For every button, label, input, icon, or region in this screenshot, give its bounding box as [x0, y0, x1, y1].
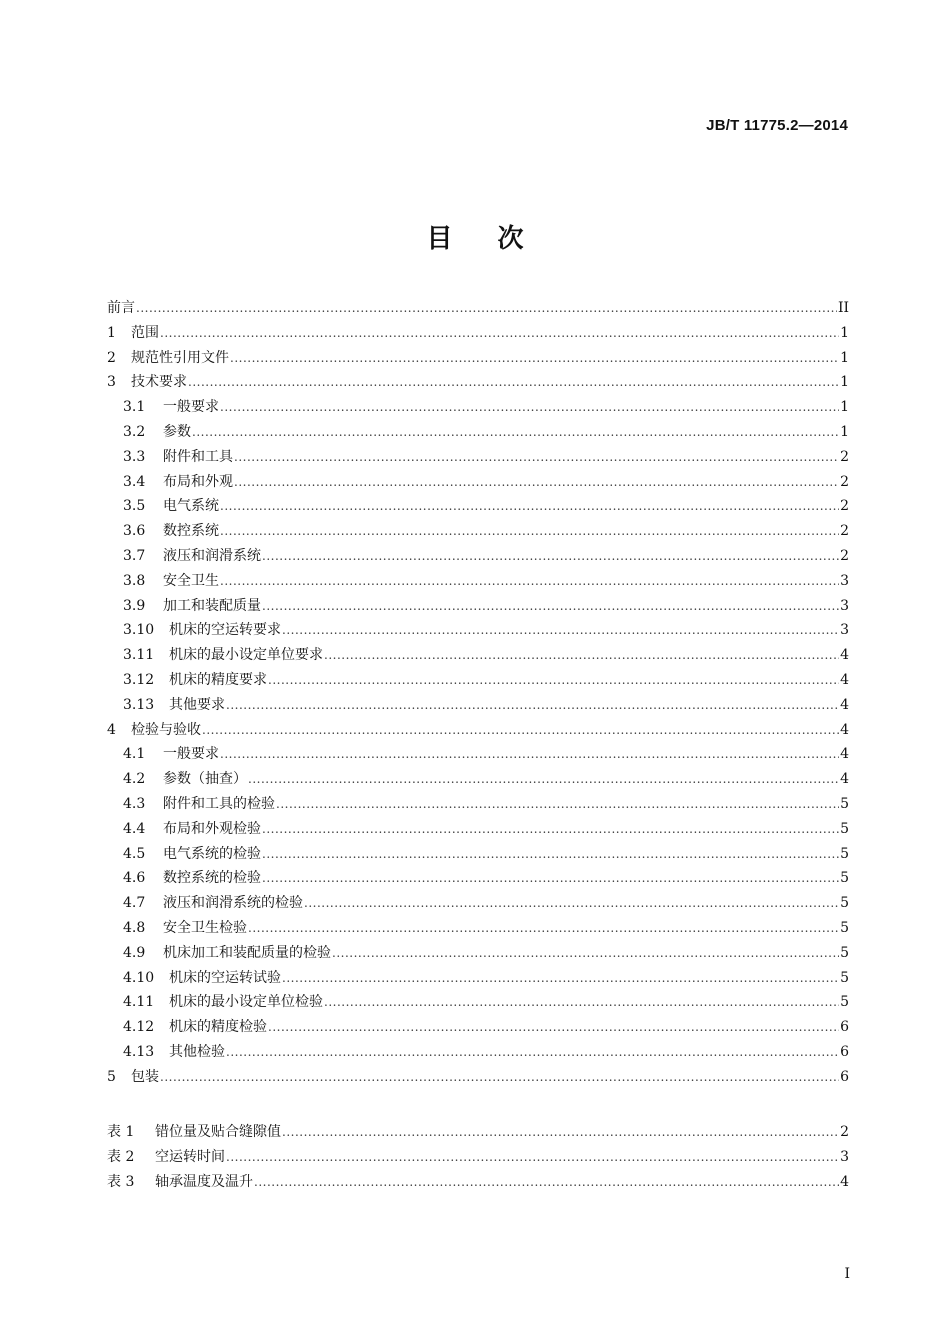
- entry-number: 4.4: [123, 820, 146, 837]
- entry-label: 错位量及贴合缝隙值: [155, 1124, 281, 1140]
- entry-number: 3.2: [123, 423, 146, 440]
- dot-leader: [262, 544, 839, 569]
- entry-page: 5: [840, 944, 849, 961]
- toc-entry[interactable]: [107, 916, 849, 941]
- dot-leader: [282, 966, 839, 991]
- dot-leader: [160, 321, 839, 346]
- dot-leader: [254, 1170, 839, 1195]
- entry-label: 一般要求: [163, 399, 219, 416]
- entry-label: 附件和工具的检验: [163, 795, 275, 812]
- entry-number: 3: [107, 374, 116, 391]
- entry-label: 机床的空运转要求: [169, 622, 281, 639]
- toc-entry[interactable]: [107, 594, 849, 619]
- toc-entry[interactable]: [107, 1040, 849, 1065]
- dot-leader: [268, 668, 839, 693]
- entry-number: 4.12: [123, 1019, 155, 1036]
- toc-entry[interactable]: [107, 767, 849, 792]
- dot-leader: [248, 767, 839, 792]
- dot-leader: [324, 643, 839, 668]
- entry-label: 安全卫生: [163, 572, 219, 589]
- entry-label: 机床的空运转试验: [169, 969, 281, 986]
- entry-page: 4: [840, 746, 849, 763]
- table-list: [107, 1120, 849, 1194]
- entry-page: 6: [840, 1068, 849, 1085]
- entry-number: 4.7: [123, 895, 146, 912]
- toc-entry[interactable]: [107, 470, 849, 495]
- entry-label: 数控系统: [163, 523, 219, 540]
- entry-number: 3.5: [123, 498, 146, 515]
- entry-number: 3.11: [123, 647, 155, 664]
- toc-entry[interactable]: [107, 990, 849, 1015]
- table-entry[interactable]: [107, 1145, 849, 1170]
- entry-page: 5: [840, 845, 849, 862]
- entry-page: 5: [840, 895, 849, 912]
- toc-entry[interactable]: [107, 966, 849, 991]
- entry-label: 布局和外观检验: [163, 820, 261, 837]
- entry-label: 范围: [131, 324, 159, 341]
- entry-page: 4: [840, 771, 849, 788]
- entry-label: 附件和工具: [163, 448, 233, 465]
- entry-number: 3.10: [123, 622, 155, 639]
- toc-list: [107, 296, 849, 1090]
- dot-leader: [234, 445, 839, 470]
- toc-entry[interactable]: [107, 792, 849, 817]
- toc-entry[interactable]: [107, 941, 849, 966]
- dot-leader: [262, 594, 839, 619]
- entry-page: 5: [840, 969, 849, 986]
- entry-page: 2: [840, 473, 849, 490]
- entry-page: 1: [840, 349, 849, 366]
- entry-number: 表 3: [107, 1173, 135, 1190]
- dot-leader: [332, 941, 839, 966]
- entry-page: 5: [840, 795, 849, 812]
- entry-number: 3.13: [123, 696, 155, 713]
- toc-entry[interactable]: [107, 569, 849, 594]
- entry-number: 表 2: [107, 1148, 135, 1165]
- dot-leader: [268, 1015, 839, 1040]
- entry-label: 布局和外观: [163, 473, 233, 490]
- dot-leader: [188, 370, 839, 395]
- dot-leader: [230, 346, 839, 371]
- toc-entry[interactable]: [107, 1015, 849, 1040]
- dot-leader: [262, 817, 839, 842]
- entry-label: 检验与验收: [131, 721, 201, 738]
- dot-leader: [192, 420, 839, 445]
- toc-entry[interactable]: [107, 494, 849, 519]
- entry-label: 数控系统的检验: [163, 870, 261, 887]
- entry-label: 机床加工和装配质量的检验: [163, 944, 331, 961]
- entry-page: 2: [840, 498, 849, 515]
- toc-entry[interactable]: [107, 842, 849, 867]
- entry-page: 2: [840, 547, 849, 564]
- toc-entry[interactable]: [107, 817, 849, 842]
- dot-leader: [304, 891, 839, 916]
- entry-page: 5: [840, 870, 849, 887]
- dot-leader: [220, 395, 839, 420]
- entry-number: 3.9: [123, 597, 146, 614]
- entry-page: 1: [840, 374, 849, 391]
- entry-label: 其他要求: [169, 696, 225, 713]
- entry-label: 液压和润滑系统的检验: [163, 895, 303, 912]
- entry-number: 3.6: [123, 523, 146, 540]
- entry-label: 液压和润滑系统: [163, 547, 261, 564]
- entry-label: 技术要求: [131, 374, 187, 391]
- table-entry[interactable]: [107, 1170, 849, 1195]
- entry-page: 2: [840, 523, 849, 540]
- toc-entry[interactable]: [107, 643, 849, 668]
- entry-page: 3: [840, 1148, 849, 1165]
- entry-number: 3.3: [123, 448, 146, 465]
- dot-leader: [220, 494, 839, 519]
- toc-entry[interactable]: [107, 519, 849, 544]
- entry-number: 4.8: [123, 919, 146, 936]
- dot-leader: [220, 569, 839, 594]
- entry-number: 5: [107, 1068, 116, 1085]
- entry-page: 2: [840, 448, 849, 465]
- toc-entry[interactable]: [107, 296, 849, 321]
- entry-label: 机床的最小设定单位检验: [169, 994, 323, 1011]
- entry-label: 轴承温度及温升: [155, 1173, 253, 1190]
- toc-entry[interactable]: [107, 618, 849, 643]
- dot-leader: [282, 618, 839, 643]
- entry-label: 参数（抽查）: [163, 771, 247, 788]
- table-entry[interactable]: [107, 1120, 849, 1145]
- toc-entry[interactable]: [107, 321, 849, 346]
- toc-entry[interactable]: [107, 891, 849, 916]
- entry-label: 一般要求: [163, 746, 219, 763]
- dot-leader: [262, 866, 839, 891]
- toc-entry[interactable]: [107, 693, 849, 718]
- dot-leader: [136, 296, 837, 321]
- toc-entry[interactable]: [107, 420, 849, 445]
- dot-leader: [234, 470, 839, 495]
- entry-page: 3: [840, 572, 849, 589]
- entry-number: 表 1: [107, 1124, 135, 1140]
- entry-page: II: [837, 300, 849, 316]
- toc-entry[interactable]: [107, 866, 849, 891]
- entry-page: 2: [840, 1124, 849, 1140]
- entry-number: 4.9: [123, 944, 146, 961]
- entry-page: 6: [840, 1019, 849, 1036]
- entry-page: 4: [840, 671, 849, 688]
- entry-page: 5: [840, 820, 849, 837]
- entry-page: 3: [840, 597, 849, 614]
- entry-label: 机床的精度要求: [169, 671, 267, 688]
- toc-entry[interactable]: [107, 1065, 849, 1090]
- entry-label: 参数: [163, 423, 191, 440]
- entry-label: 机床的最小设定单位要求: [169, 647, 323, 664]
- entry-number: 4.10: [123, 969, 155, 986]
- entry-number: 4.11: [123, 994, 155, 1011]
- entry-number: 3.1: [123, 399, 146, 416]
- entry-label: 机床的精度检验: [169, 1019, 267, 1036]
- entry-number: 4.5: [123, 845, 146, 862]
- dot-leader: [226, 1040, 839, 1065]
- entry-number: 4.3: [123, 795, 146, 812]
- entry-number: 3.12: [123, 671, 155, 688]
- entry-label: 空运转时间: [155, 1148, 225, 1165]
- toc-entry[interactable]: [107, 395, 849, 420]
- entry-label: 规范性引用文件: [131, 349, 229, 366]
- entry-number: 4.6: [123, 870, 146, 887]
- entry-label: 包装: [131, 1068, 159, 1085]
- dot-leader: [226, 693, 839, 718]
- toc-entry[interactable]: [107, 668, 849, 693]
- document-code: JB/T 11775.2—2014: [706, 117, 848, 134]
- entry-label: 前言: [107, 300, 135, 316]
- dot-leader: [282, 1120, 839, 1145]
- entry-number: 4.1: [123, 746, 146, 763]
- entry-page: 4: [840, 647, 849, 664]
- entry-number: 4.2: [123, 771, 146, 788]
- toc-entry[interactable]: [107, 445, 849, 470]
- entry-page: 4: [840, 1173, 849, 1190]
- entry-page: 4: [840, 696, 849, 713]
- entry-number: 3.4: [123, 473, 146, 490]
- entry-number: 4: [107, 721, 116, 738]
- entry-page: 1: [840, 324, 849, 341]
- entry-number: 3.8: [123, 572, 146, 589]
- toc-entry[interactable]: [107, 544, 849, 569]
- entry-page: 5: [840, 919, 849, 936]
- entry-page: 5: [840, 994, 849, 1011]
- toc-entry[interactable]: [107, 742, 849, 767]
- page-number: I: [844, 1266, 850, 1282]
- entry-label: 电气系统: [163, 498, 219, 515]
- entry-label: 加工和装配质量: [163, 597, 261, 614]
- entry-page: 1: [840, 399, 849, 416]
- entry-number: 3.7: [123, 547, 146, 564]
- entry-label: 安全卫生检验: [163, 919, 247, 936]
- entry-number: 2: [107, 349, 116, 366]
- dot-leader: [262, 842, 839, 867]
- dot-leader: [220, 519, 839, 544]
- toc-entry[interactable]: [107, 346, 849, 371]
- dot-leader: [324, 990, 839, 1015]
- dot-leader: [226, 1145, 839, 1170]
- entry-page: 6: [840, 1043, 849, 1060]
- entry-number: 1: [107, 324, 116, 341]
- entry-page: 3: [840, 622, 849, 639]
- entry-page: 1: [840, 423, 849, 440]
- dot-leader: [220, 742, 839, 767]
- toc-entry[interactable]: [107, 370, 849, 395]
- dot-leader: [248, 916, 839, 941]
- toc-title: 目 次: [426, 224, 524, 254]
- entry-page: 4: [840, 721, 849, 738]
- toc-entry[interactable]: [107, 718, 849, 743]
- entry-label: 电气系统的检验: [163, 845, 261, 862]
- dot-leader: [276, 792, 839, 817]
- entry-label: 其他检验: [169, 1043, 225, 1060]
- entry-number: 4.13: [123, 1043, 155, 1060]
- dot-leader: [202, 718, 839, 743]
- dot-leader: [160, 1065, 839, 1090]
